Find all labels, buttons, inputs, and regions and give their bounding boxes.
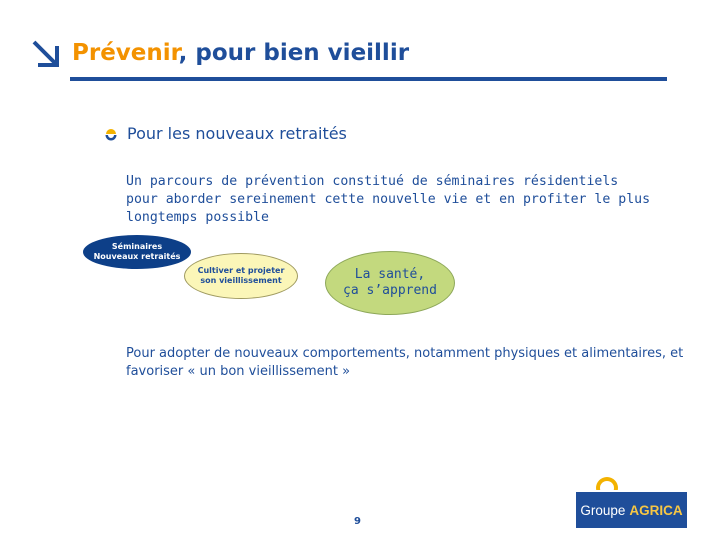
intro-paragraph [126, 173, 686, 227]
title-accent: Prévenir [72, 40, 179, 66]
agrica-logo [576, 472, 687, 528]
intro-line: Un parcours de prévention constitué de séminaires résidentiels [126, 174, 619, 189]
intro-line: longtemps possible [126, 210, 269, 225]
ellipse-cultiver [184, 253, 298, 299]
title-rest: , pour bien vieillir [178, 40, 410, 66]
ellipse-label: ça s’apprend [343, 283, 437, 298]
ellipse-seminaires [83, 235, 191, 269]
section-subtitle: Pour les nouveaux retraités [127, 124, 347, 143]
logo-word-groupe: Groupe [580, 502, 626, 518]
ellipse-sante [325, 251, 455, 315]
arrow-down-right-icon [30, 38, 64, 72]
ellipse-label: Nouveaux retraités [93, 252, 181, 261]
ellipse-label: Cultiver et projeter [197, 266, 285, 275]
logo-word-agrica: AGRICA [629, 502, 683, 518]
title-rule [70, 77, 667, 81]
ellipse-label: La santé, [354, 267, 426, 282]
outcome-paragraph: Pour adopter de nouveaux comportements, notamment physiques et alimentaires, et favoriser « un bon vieillissement » [126, 346, 684, 379]
bullet-icon [104, 127, 118, 141]
page-number: 9 [354, 516, 361, 527]
page-title [72, 40, 409, 66]
ellipse-label: Séminaires [111, 242, 163, 251]
logo-wordmark [576, 492, 687, 528]
intro-line: pour aborder sereinement cette nouvelle vie et en profiter le plus [126, 192, 651, 207]
ellipse-label: son vieillissement [200, 276, 282, 285]
